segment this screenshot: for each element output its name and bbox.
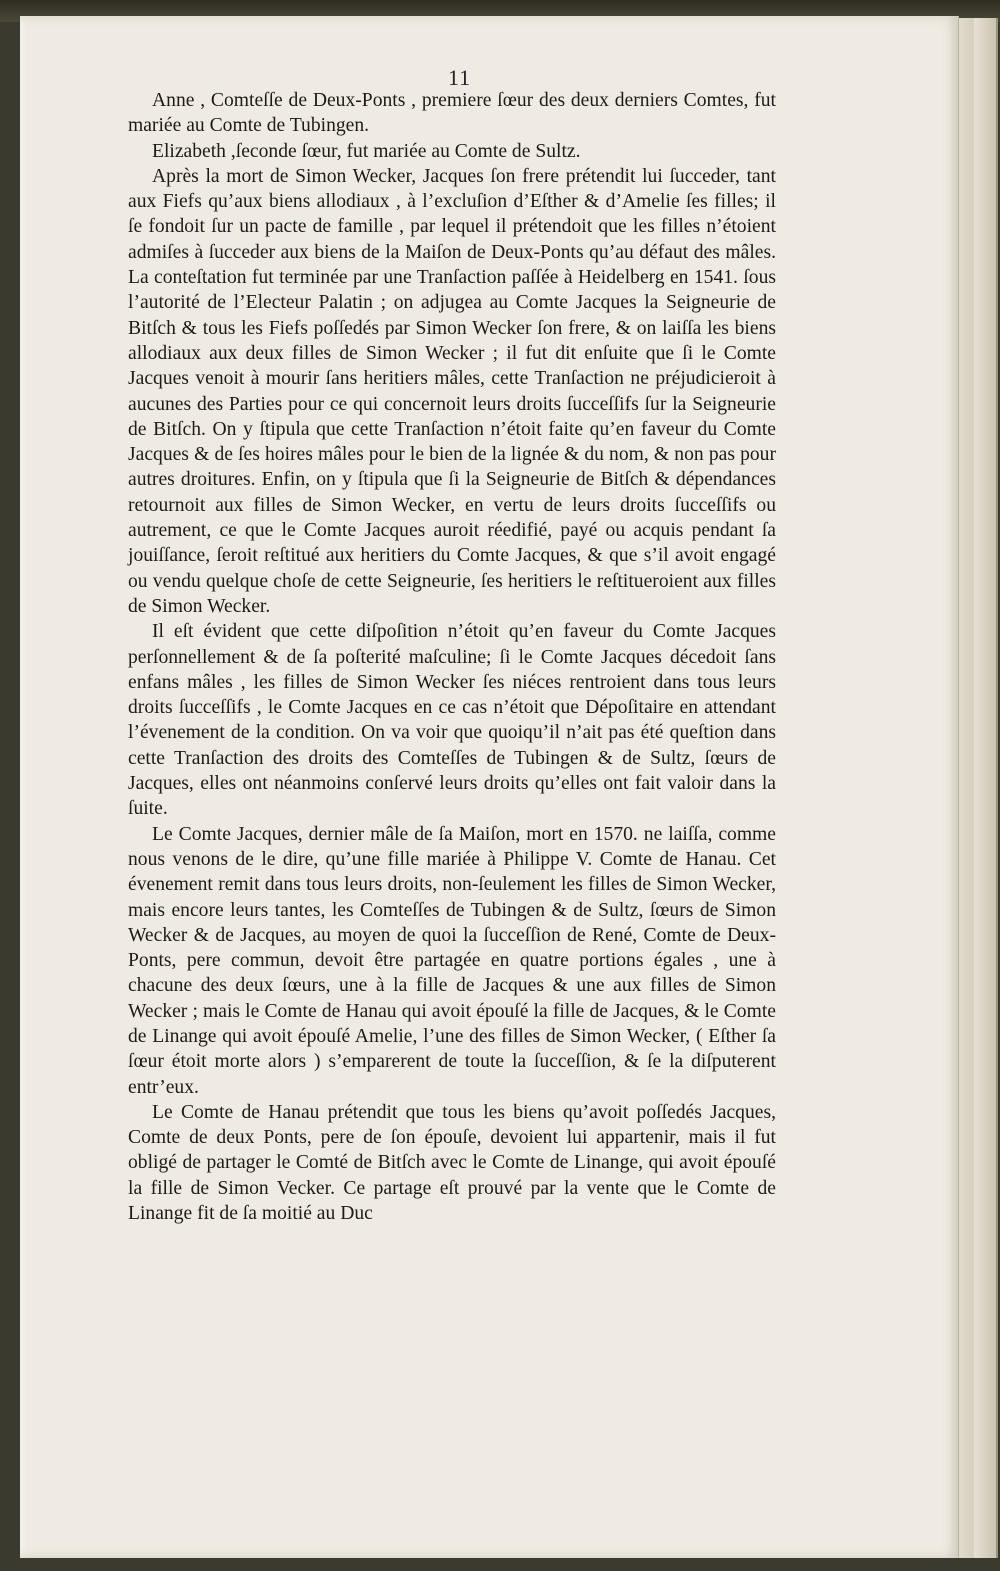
paragraph-3: Après la mort de Simon Wecker, Jacques ſon frere prétendit lui ſucceder, tant aux Fiefs qu’aux biens allodiaux , à l’excluſion d’Eſther & d’Amelie ſes filles; il ſe fondoit ſur un pacte de famille , par lequel il prétendoit que les filles n’étoient admiſes à ſucceder aux biens de la Maiſon de Deux-Ponts qu’au défaut des mâles. La conteſtation fut terminée par une Tranſaction paſſée à Heidelberg en 1541. ſous l’autorité de l’Electeur Palatin ; on adjugea au Comte Jacques la Seigneurie de Bitſch & tous les Fiefs poſſedés par Simon Wecker ſon frere, & on laiſſa les biens allodiaux aux deux filles de Simon Wecker ; il fut dit enſuite que ſi le Comte Jacques venoit à mourir ſans heritiers mâles, cette Tranſaction ne préjudicieroit à aucunes des Parties pour ce qui concernoit leurs droits ſucceſſifs ſur la Seigneurie de Bitſch. On y ſtipula que cette Tranſaction n’étoit faite qu’en faveur du Comte Jacques & de ſes hoires mâles pour le bien de la lignée & du nom, & non pas pour autres droitures. Enfin, on y ſtipula que ſi la Seigneurie de Bitſch & dépendances retournoit aux filles de Simon Wecker, en vertu de leurs droits ſucceſſifs ou autrement, ce que le Comte Jacques auroit réedifié, payé ou acquis pendant ſa jouiſſance, ſeroit reſtitué aux heritiers du Comte Jacques, & que s’il avoit engagé ou vendu quelque choſe de cette Seigneurie, ſes heritiers le reſtitueroient aux filles de Simon Wecker. bbox=[128, 165, 776, 617]
paragraph-1: Anne , Comteſſe de Deux-Ponts , premiere ſœur des deux derniers Comtes, fut mariée au Comte de Tubingen. bbox=[128, 90, 776, 137]
paragraph-5: Le Comte Jacques, dernier mâle de ſa Maiſon, mort en 1570. ne laiſſa, comme nous venons de le dire, qu’une fille mariée à Philippe V. Comte de Hanau. Cet évenement remit dans tous leurs droits, non-ſeulement les filles de Simon Wecker, mais encore leurs tantes, les Comteſſes de Tubingen & de Sultz, ſœurs de Simon Wecker & de Jacques, au moyen de quoi la ſucceſſion de René, Comte de Deux-Ponts, pere commun, devoit être partagée en quatre portions égales , une à chacune des deux ſœurs, une à la fille de Jacques & une aux filles de Simon Wecker ; mais le Comte de Hanau qui avoit épouſé la fille de Jacques, & le Comte de Linange qui avoit épouſé Amelie, l’une des filles de Simon Wecker, ( Eſther ſa ſœur étoit morte alors ) s’emparerent de toute la ſucceſſion, & ſe la diſputerent entr’eux. bbox=[128, 823, 776, 1098]
paragraph-6: Le Comte de Hanau prétendit que tous les biens qu’avoit poſſedés Jacques, Comte de deux Ponts, pere de ſon épouſe, devoient lui appartenir, mais il fut obligé de partager le Comté de Bitſch avec le Comte de Linange, qui avoit épouſé la fille de Simon Vecker. Ce partage eſt prouvé par la vente que le Comte de Linange fit de ſa moitié au Duc bbox=[128, 1101, 776, 1225]
paragraph-2: Elizabeth ,ſeconde ſœur, fut mariée au Comte de Sultz. bbox=[152, 140, 581, 162]
page-number: 11 bbox=[448, 65, 472, 90]
paragraph-4: Il eſt évident que cette diſpoſition n’étoit qu’en faveur du Comte Jacques perſonnellement & de ſa poſterité maſculine; ſi le Comte Jacques décedoit ſans enfans mâles , les filles de Simon Wecker ſes niéces rentroient dans tous leurs droits ſucceſſifs , le Comte Jacques en ce cas n’étoit que Dépoſitaire en attendant l’évenement de la condition. On va voir que quoiqu’il n’ait pas été queſtion dans cette Tranſaction des droits des Comteſſes de Tubingen & de Sultz, ſœurs de Jacques, elles ont néanmoins conſervé leurs droits qu’elles ont fait valoir dans la ſuite. bbox=[128, 621, 776, 820]
body-text bbox=[128, 88, 776, 1226]
